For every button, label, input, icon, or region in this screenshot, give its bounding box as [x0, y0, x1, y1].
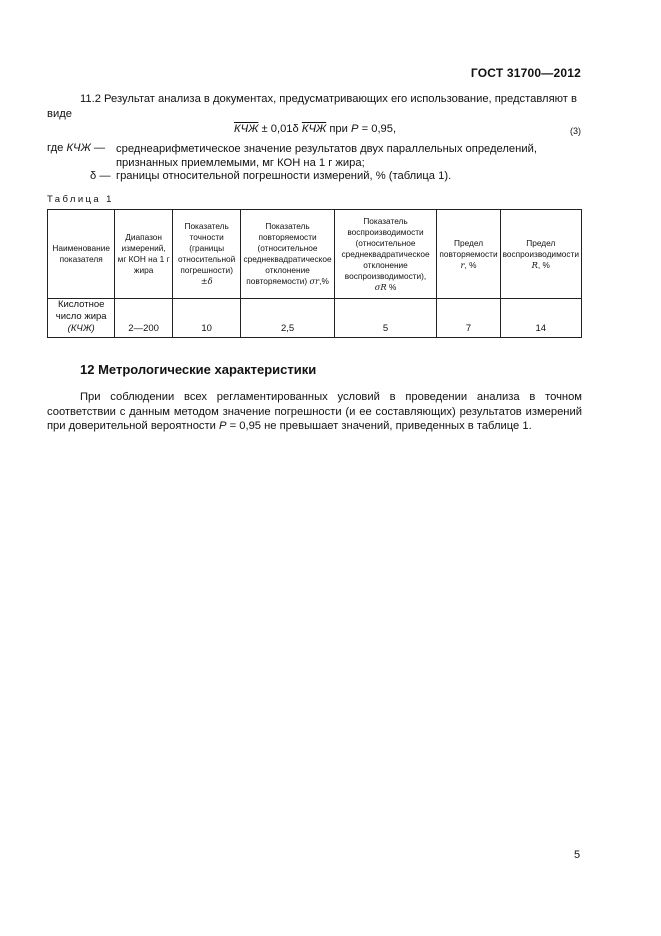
table-row: [48, 299, 582, 338]
where-term-2: δ —: [90, 170, 111, 182]
formula-p-symbol: P: [351, 123, 359, 135]
section-12-heading: 12 Метрологические характеристики: [80, 362, 317, 377]
where-dash: —: [90, 142, 106, 154]
definition-1: среднеарифметическое значение результатов двух параллельных определений, признанных приемлемыми, мг КОН на 1 г жира;: [116, 143, 537, 169]
formula-mean-symbol: КЧЖ: [234, 123, 259, 135]
section-12-text-b: = 0,95 не превышает значений, приведенных в таблице 1.: [226, 420, 532, 432]
cell-repeatability: 2,5: [241, 299, 334, 338]
cell-name: Кислотное число жира (КЧЖ): [48, 299, 115, 338]
header-accuracy: Показатель точности (границы относительной погрешности) ±δ: [172, 210, 241, 299]
where-symbol: КЧЖ: [66, 142, 91, 154]
header-name: Наименование показателя: [48, 210, 115, 299]
table-header-row: [48, 210, 582, 299]
formula-number: (3): [570, 126, 581, 136]
formula-pm: ± 0,01δ: [258, 123, 302, 135]
where-term-1: [47, 142, 105, 154]
clause-11-2-text-cont: виде: [47, 108, 72, 120]
cell-reproducibility: 5: [334, 299, 437, 338]
formula-condition: при: [326, 123, 351, 135]
table-caption: Таблица 1: [47, 194, 114, 205]
document-number-header: ГОСТ 31700—2012: [470, 66, 581, 80]
header-limit-reprod: Предел воспроизводимости R, %: [500, 210, 581, 299]
cell-range: 2—200: [115, 299, 173, 338]
section-12-text: [47, 390, 582, 434]
where-prefix: где: [47, 142, 67, 154]
header-range: Диапазон измерений, мг КОН на 1 г жира: [115, 210, 173, 299]
header-repeatability: Показатель повторяемости (относительное среднеквадратическое отклонение повторяемости) σr,%: [241, 210, 334, 299]
cell-limit-reprod: 14: [500, 299, 581, 338]
section-12-p-symbol: P: [219, 420, 227, 432]
definition-2: границы относительной погрешности измерений, % (таблица 1).: [116, 170, 452, 182]
header-reproducibility: Показатель воспроизводимости (относительное среднеквадратическое отклонение воспроизводимости), σR %: [334, 210, 437, 299]
section-12-text-a: При соблюдении всех регламентированных условий в проведении анализа в точном соответствии с данным методом значение погрешности (и ее составляющих) результатов измерений при доверительной вероятности: [47, 391, 582, 432]
page-number: 5: [574, 849, 581, 861]
formula-mean-symbol-2: КЧЖ: [301, 123, 327, 135]
table-1: [47, 209, 582, 338]
formula-p-value: = 0,95,: [358, 123, 397, 135]
formula-3: [234, 123, 396, 135]
header-limit-repeat: Предел повторяемости r, %: [437, 210, 500, 299]
cell-limit-repeat: 7: [437, 299, 500, 338]
cell-accuracy: 10: [172, 299, 241, 338]
clause-11-2-text: 11.2 Результат анализа в документах, предусматривающих его использование, представляют в: [80, 93, 577, 105]
